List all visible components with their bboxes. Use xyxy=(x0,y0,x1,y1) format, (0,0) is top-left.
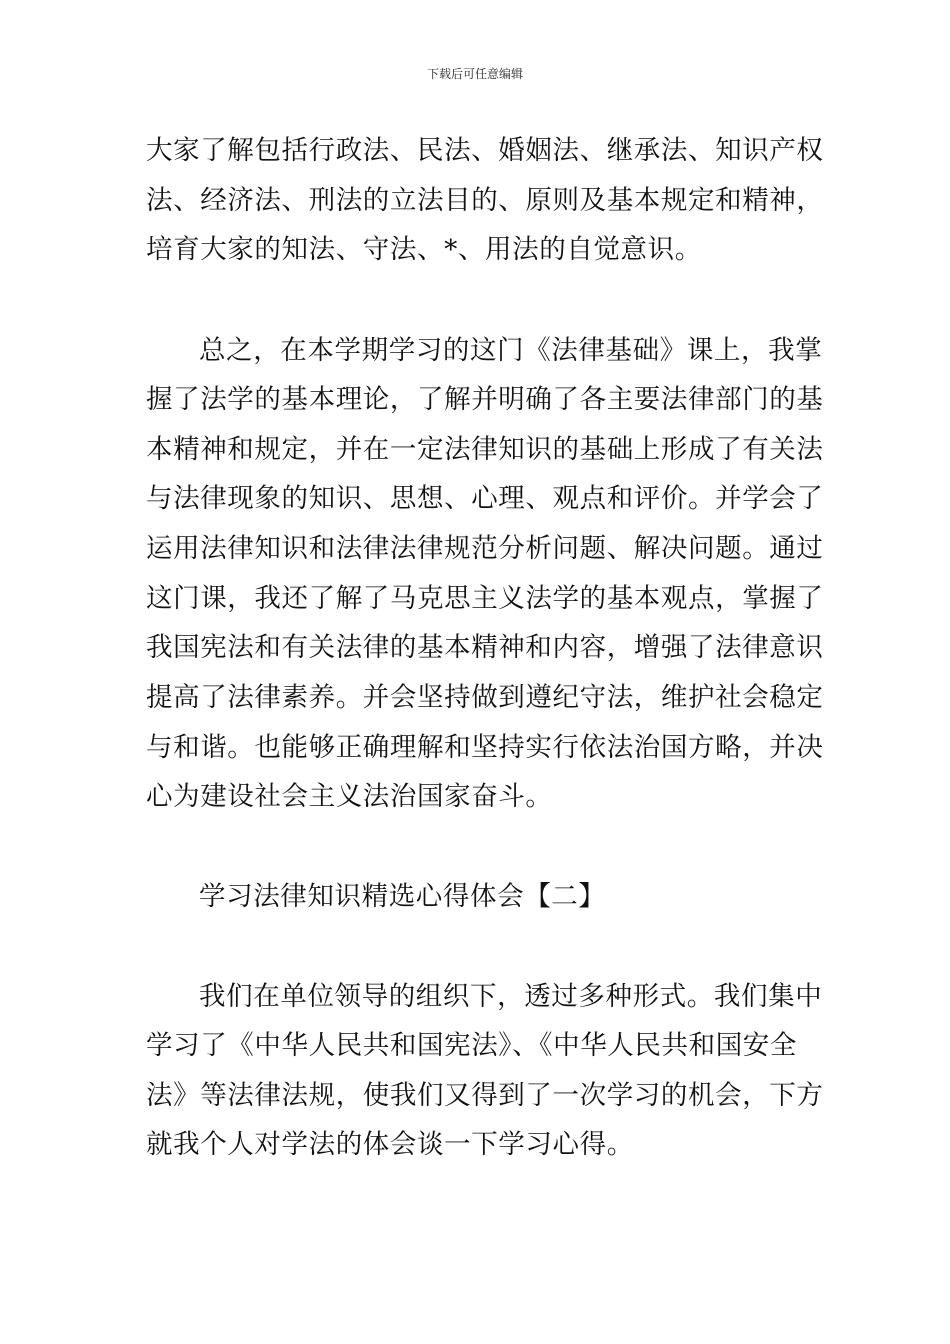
text-line: 本精神和规定，并在一定法律知识的基础上形成了有关法 xyxy=(146,434,824,465)
text-line: 握了法学的基本理论，了解并明确了各主要法律部门的基 xyxy=(146,384,824,415)
text-line: 我国宪法和有关法律的基本精神和内容，增强了法律意识 xyxy=(146,632,824,663)
text-line: 我们在单位领导的组织下，透过多种形式。我们集中 xyxy=(199,981,823,1012)
text-line: 总之，在本学期学习的这门《法律基础》课上，我掌 xyxy=(199,335,823,366)
section-heading: 学习法律知识精选心得体会【二】 xyxy=(199,881,606,912)
text-line: 法》等法律法规，使我们又得到了一次学习的机会，下方 xyxy=(146,1080,824,1111)
text-line: 提高了法律素养。并会坚持做到遵纪守法，维护社会稳定 xyxy=(146,682,824,713)
text-line: 培育大家的知法、守法、*、用法的自觉意识。 xyxy=(146,234,702,265)
text-line: 与和谐。也能够正确理解和坚持实行依法治国方略，并决 xyxy=(146,732,824,763)
text-line: 大家了解包括行政法、民法、婚姻法、继承法、知识产权 xyxy=(146,135,824,166)
text-line: 运用法律知识和法律法律规范分析问题、解决问题。通过 xyxy=(146,533,824,564)
text-line: 与法律现象的知识、思想、心理、观点和评价。并学会了 xyxy=(146,483,824,514)
page-header-note: 下载后可任意编辑 xyxy=(426,67,523,81)
text-line: 这门课，我还了解了马克思主义法学的基本观点，掌握了 xyxy=(146,583,824,614)
text-line: 法、经济法、刑法的立法目的、原则及基本规定和精神， xyxy=(146,185,824,216)
text-line: 学习了《中华人民共和国宪法》、《中华人民共和国安全 xyxy=(146,1030,797,1061)
text-line: 就我个人对学法的体会谈一下学习心得。 xyxy=(146,1129,634,1160)
text-line: 心为建设社会主义法治国家奋斗。 xyxy=(146,781,553,812)
